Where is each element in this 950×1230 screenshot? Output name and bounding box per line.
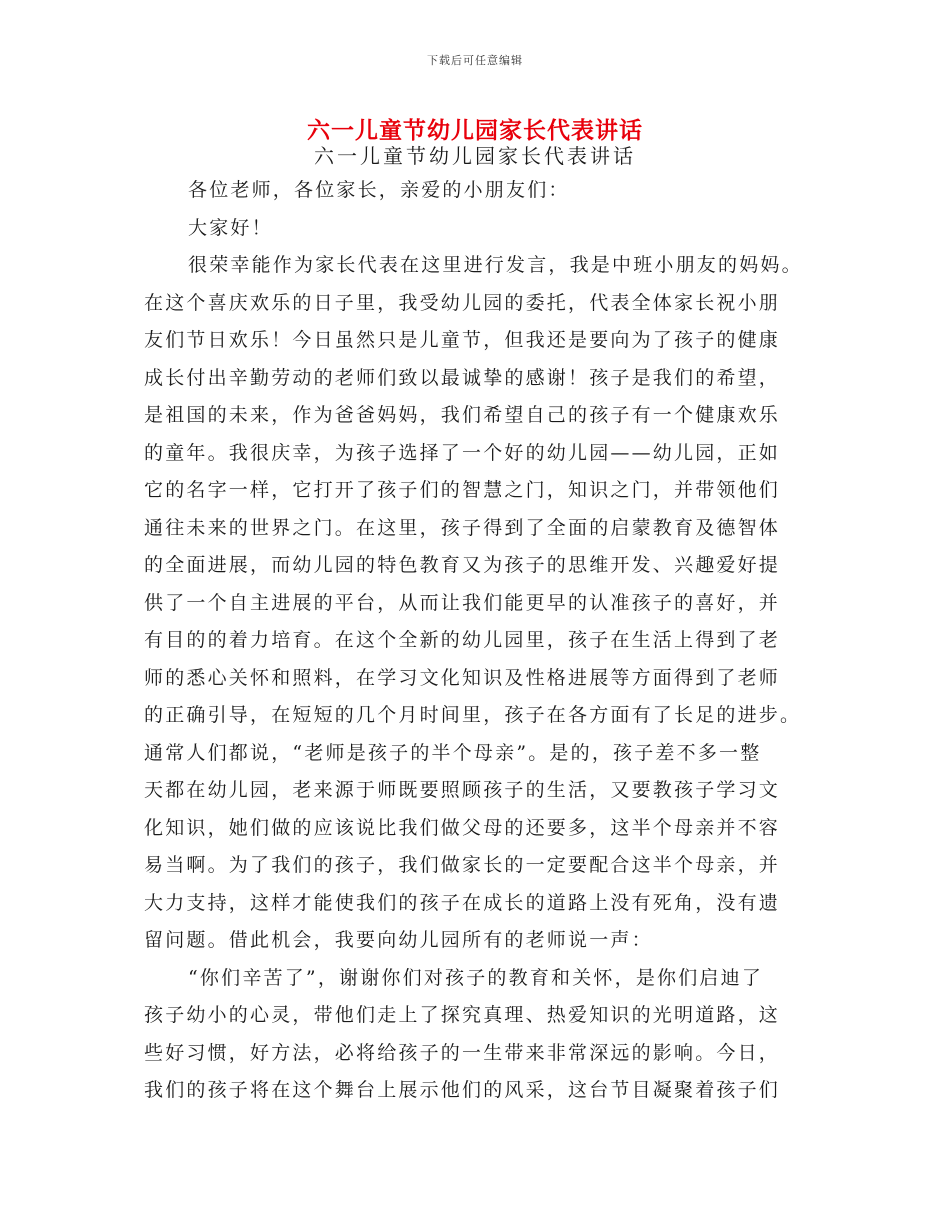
text-line: 的全面进展，而幼儿园的特色教育又为孩子的思维开发、兴趣爱好提 [144, 554, 781, 576]
document-title: 六一儿童节幼儿园家长代表讲话 [307, 117, 643, 144]
text-line: 各位老师，各位家长，亲爱的小朋友们： [188, 179, 570, 201]
text-line: 有目的的着力培育。在这个全新的幼儿园里，孩子在生活上得到了老 [144, 629, 781, 651]
header-note: 下载后可任意编辑 [427, 54, 523, 67]
text-line: 留问题。借此机会，我要向幼儿园所有的老师说一声： [144, 929, 653, 951]
document-subtitle: 六一儿童节幼儿园家长代表讲话 [314, 144, 636, 168]
text-line: 通往未来的世界之门。在这里，孩子得到了全面的启蒙教育及德智体 [144, 516, 781, 539]
text-line: 师的悉心关怀和照料，在学习文化知识及性格进展等方面得到了老师 [144, 666, 781, 689]
text-line: 孩子幼小的心灵，带他们走上了探究真理、热爱知识的光明道路，这 [144, 1004, 781, 1026]
text-line: 是祖国的未来，作为爸爸妈妈，我们希望自己的孩子有一个健康欢乐 [144, 404, 781, 426]
text-line: 些好习惯，好方法，必将给孩子的一生带来非常深远的影响。今日， [144, 1041, 781, 1064]
text-line: 的童年。我很庆幸，为孩子选择了一个好的幼儿园——幼儿园，正如 [144, 441, 781, 464]
text-line: 大家好！ [188, 216, 273, 239]
text-line: 成长付出辛勤劳动的老师们致以最诚挚的感谢！孩子是我们的希望， [144, 366, 781, 389]
text-line: 友们节日欢乐！今日虽然只是儿童节，但我还是要向为了孩子的健康 [144, 329, 781, 351]
text-line: 供了一个自主进展的平台，从而让我们能更早的认准孩子的喜好，并 [144, 591, 781, 614]
text-line: “你们辛苦了”，谢谢你们对孩子的教育和关怀，是你们启迪了 [188, 966, 764, 989]
text-line: 天都在幼儿园，老来源于师既要照顾孩子的生活，又要教孩子学习文 [144, 779, 781, 801]
text-line: 很荣幸能作为家长代表在这里进行发言，我是中班小朋友的妈妈。 [188, 254, 803, 276]
text-line: 大力支持，这样才能使我们的孩子在成长的道路上没有死角，没有遗 [144, 891, 781, 914]
text-line: 的正确引导，在短短的几个月时间里，孩子在各方面有了长足的进步。 [144, 704, 802, 726]
text-line: 通常人们都说，“老师是孩子的半个母亲”。是的，孩子差不多一整 [144, 741, 762, 764]
text-line: 我们的孩子将在这个舞台上展示他们的风采，这台节目凝聚着孩子们 [144, 1079, 781, 1101]
text-line: 在这个喜庆欢乐的日子里，我受幼儿园的委托，代表全体家长祝小朋 [144, 291, 781, 314]
body-text [144, 172, 806, 1110]
text-line: 易当啊。为了我们的孩子，我们做家长的一定要配合这半个母亲，并 [144, 854, 781, 876]
text-line: 化知识，她们做的应该说比我们做父母的还要多，这半个母亲并不容 [144, 816, 781, 839]
text-line: 它的名字一样，它打开了孩子们的智慧之门，知识之门，并带领他们 [144, 479, 781, 501]
